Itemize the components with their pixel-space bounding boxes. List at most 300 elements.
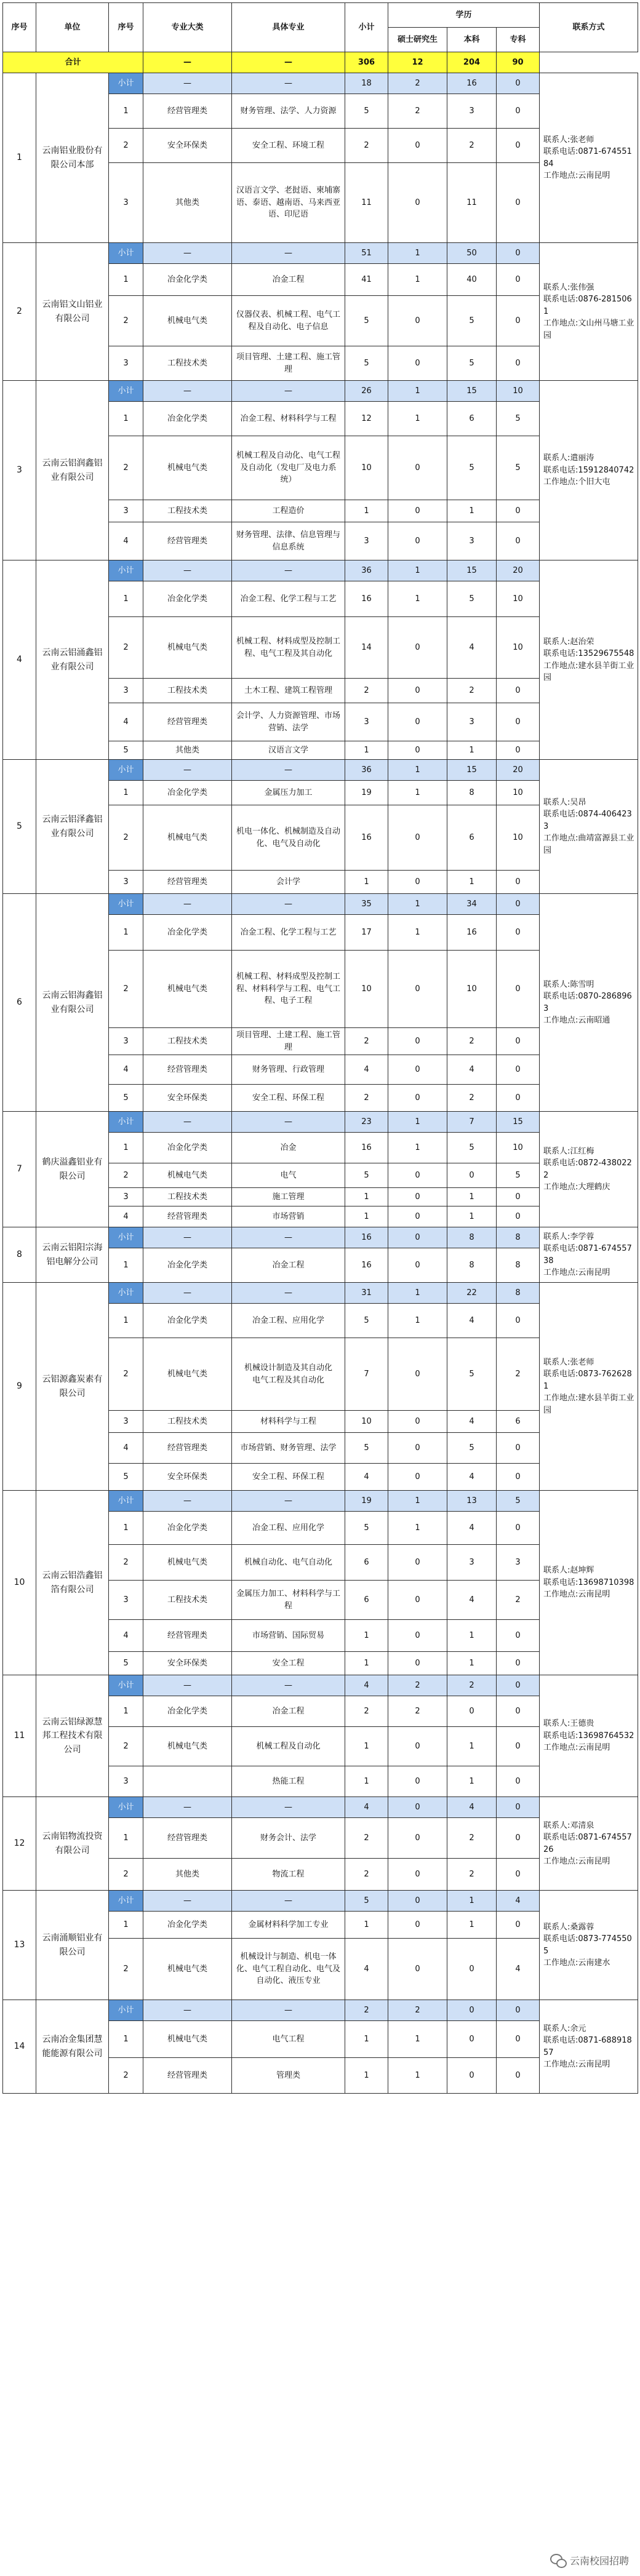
row-subtotal: 16 [345,1133,388,1163]
row-idx: 5 [109,741,143,760]
row-specialty: 冶金 [232,1133,345,1163]
row-bachelor: 1 [447,1652,497,1675]
subtotal-college: 0 [497,894,540,915]
company-unit: 云南云铝涌鑫铝业有限公司 [36,560,109,760]
row-category: 冶金化学类 [143,1912,232,1939]
row-category: 安全环保类 [143,129,232,163]
row-college: 0 [497,296,540,346]
row-subtotal: 10 [345,951,388,1028]
subtotal-category: — [143,73,232,94]
row-subtotal: 5 [345,346,388,381]
subtotal-label: 小计 [109,2000,143,2021]
subtotal-row [3,381,638,402]
header-unit: 单位 [36,3,109,52]
subtotal-master-phd: 1 [388,560,447,581]
row-bachelor: 11 [447,163,497,243]
row-master-phd: 0 [388,1055,447,1085]
row-subtotal: 16 [345,1248,388,1283]
row-category: 工程技术类 [143,679,232,703]
row-bachelor: 16 [447,915,497,951]
row-specialty: 电气工程 [232,2021,345,2058]
row-subtotal: 1 [345,1620,388,1652]
row-category: 安全环保类 [143,1085,232,1112]
row-subtotal: 14 [345,617,388,679]
company-unit: 鹤庆溢鑫铝业有限公司 [36,1112,109,1227]
subtotal-row [3,1112,638,1133]
subtotal-specialty: — [232,894,345,915]
row-idx: 4 [109,703,143,741]
subtotal-master-phd: 2 [388,2000,447,2021]
subtotal-row [3,1891,638,1912]
row-bachelor: 0 [447,1696,497,1727]
row-bachelor: 2 [447,679,497,703]
subtotal-count: 36 [345,760,388,781]
subtotal-college: 0 [497,2000,540,2021]
subtotal-bachelor: 15 [447,381,497,402]
row-master-phd: 0 [388,805,447,871]
subtotal-master-phd: 2 [388,73,447,94]
subtotal-specialty: — [232,1491,345,1512]
subtotal-specialty: — [232,760,345,781]
row-bachelor: 3 [447,522,497,560]
row-idx: 4 [109,1620,143,1652]
row-category: 冶金化学类 [143,1304,232,1338]
row-idx: 1 [109,1912,143,1939]
row-master-phd: 0 [388,500,447,522]
subtotal-specialty: — [232,560,345,581]
row-college: 0 [497,1859,540,1891]
row-master-phd: 0 [388,1248,447,1283]
header-idx: 序号 [109,3,143,52]
row-specialty: 机电一体化、机械制造及自动化、电气及自动化 [232,805,345,871]
subtotal-row [3,73,638,94]
company-seq: 3 [3,381,36,560]
row-idx: 2 [109,296,143,346]
company-seq: 12 [3,1797,36,1891]
row-category: 机械电气类 [143,951,232,1028]
row-college: 5 [497,436,540,500]
total-specialty: — [232,52,345,73]
row-category: 机械电气类 [143,1545,232,1581]
row-master-phd: 0 [388,1545,447,1581]
row-master-phd: 0 [388,129,447,163]
row-master-phd: 0 [388,1766,447,1797]
row-specialty: 热能工程 [232,1766,345,1797]
subtotal-college: 20 [497,760,540,781]
row-specialty: 工程造价 [232,500,345,522]
row-category: 其他类 [143,741,232,760]
row-college: 0 [497,1433,540,1464]
row-college: 0 [497,1304,540,1338]
row-subtotal: 1 [345,1912,388,1939]
subtotal-college: 8 [497,1283,540,1304]
row-master-phd: 0 [388,741,447,760]
subtotal-category: — [143,243,232,264]
row-specialty: 会计学 [232,871,345,894]
row-idx: 2 [109,1859,143,1891]
subtotal-master-phd: 1 [388,1112,447,1133]
company-contact: 联系人:邓清泉 联系电话:0871-67455726 工作地点:云南昆明 [540,1797,638,1891]
row-category: 工程技术类 [143,346,232,381]
total-bachelor: 204 [447,52,497,73]
total-master-phd: 12 [388,52,447,73]
subtotal-count: 4 [345,1675,388,1696]
row-master-phd: 0 [388,1652,447,1675]
row-bachelor: 2 [447,1818,497,1859]
row-subtotal: 5 [345,1304,388,1338]
row-college: 10 [497,781,540,805]
row-specialty: 电气 [232,1163,345,1188]
company-contact: 联系人:吴昂 联系电话:0874-4064233 工作地点:曲靖富源县工业园 [540,760,638,894]
company-unit: 云南冶金集团慧能能源有限公司 [36,2000,109,2094]
row-master-phd: 0 [388,1188,447,1206]
row-category: 冶金化学类 [143,1133,232,1163]
row-subtotal: 1 [345,1206,388,1227]
subtotal-label: 小计 [109,1797,143,1818]
company-contact: 联系人:余元 联系电话:0871-68891857 工作地点:云南昆明 [540,2000,638,2094]
row-master-phd: 0 [388,617,447,679]
subtotal-master-phd: 1 [388,381,447,402]
row-master-phd: 0 [388,1727,447,1766]
row-idx: 2 [109,617,143,679]
company-contact: 联系人:李学蓉 联系电话:0871-67455738 工作地点:云南昆明 [540,1227,638,1283]
row-idx: 5 [109,1652,143,1675]
row-category: 工程技术类 [143,1188,232,1206]
subtotal-count: 19 [345,1491,388,1512]
row-category: 冶金化学类 [143,264,232,296]
subtotal-category: — [143,1891,232,1912]
company-seq: 4 [3,560,36,760]
row-idx: 1 [109,1133,143,1163]
row-college: 10 [497,581,540,617]
row-idx: 2 [109,1545,143,1581]
row-category: 冶金化学类 [143,915,232,951]
subtotal-specialty: — [232,381,345,402]
company-contact: 联系人:陈雪明 联系电话:0870-2868963 工作地点:云南昭通 [540,894,638,1112]
subtotal-bachelor: 15 [447,760,497,781]
subtotal-college: 0 [497,243,540,264]
row-subtotal: 1 [345,741,388,760]
subtotal-specialty: — [232,1227,345,1248]
row-subtotal: 1 [345,871,388,894]
row-idx: 1 [109,915,143,951]
subtotal-row [3,560,638,581]
row-master-phd: 0 [388,1939,447,2000]
row-college: 10 [497,1133,540,1163]
total-row [3,52,638,73]
subtotal-master-phd: 1 [388,760,447,781]
header-degree: 学历 [388,3,540,28]
row-specialty: 项目管理、土建工程、施工管理 [232,1028,345,1055]
row-college: 2 [497,1581,540,1620]
row-college: 0 [497,2021,540,2058]
table-header [3,3,638,52]
subtotal-college: 0 [497,1797,540,1818]
subtotal-college: 0 [497,1675,540,1696]
subtotal-bachelor: 0 [447,2000,497,2021]
row-category: 工程技术类 [143,1411,232,1433]
row-bachelor: 5 [447,1338,497,1411]
row-idx: 3 [109,1766,143,1797]
company-unit: 云南云铝泽鑫铝业有限公司 [36,760,109,894]
company-unit: 云南云铝海鑫铝业有限公司 [36,894,109,1112]
subtotal-college: 15 [497,1112,540,1133]
subtotal-count: 16 [345,1227,388,1248]
row-specialty: 冶金工程、化学工程与工艺 [232,915,345,951]
subtotal-specialty: — [232,1891,345,1912]
row-specialty: 安全工程 [232,1652,345,1675]
row-idx: 3 [109,1581,143,1620]
company-seq: 8 [3,1227,36,1283]
row-specialty: 冶金工程 [232,264,345,296]
row-master-phd: 1 [388,2021,447,2058]
total-subtotal: 306 [345,52,388,73]
row-subtotal: 2 [345,1696,388,1727]
row-category: 机械电气类 [143,1338,232,1411]
row-bachelor: 2 [447,129,497,163]
company-unit: 云南铝业股份有限公司本部 [36,73,109,243]
row-category: 经营管理类 [143,2058,232,2094]
row-category: 经营管理类 [143,1818,232,1859]
row-bachelor: 8 [447,1248,497,1283]
subtotal-master-phd: 1 [388,1491,447,1512]
row-college: 0 [497,679,540,703]
subtotal-count: 18 [345,73,388,94]
row-specialty: 冶金工程、应用化学 [232,1512,345,1545]
subtotal-count: 23 [345,1112,388,1133]
row-master-phd: 0 [388,1206,447,1227]
company-seq: 14 [3,2000,36,2094]
row-idx: 1 [109,781,143,805]
row-idx: 5 [109,1085,143,1112]
subtotal-bachelor: 22 [447,1283,497,1304]
row-category: 工程技术类 [143,500,232,522]
row-idx: 3 [109,1188,143,1206]
subtotal-label: 小计 [109,1491,143,1512]
row-specialty: 安全工程、环保工程 [232,1464,345,1491]
row-idx: 3 [109,1028,143,1055]
row-bachelor: 0 [447,2058,497,2094]
row-subtotal: 1 [345,1188,388,1206]
row-category: 机械电气类 [143,296,232,346]
row-college: 0 [497,1188,540,1206]
subtotal-count: 5 [345,1891,388,1912]
row-bachelor: 1 [447,1188,497,1206]
row-subtotal: 5 [345,1512,388,1545]
row-subtotal: 12 [345,402,388,436]
subtotal-bachelor: 7 [447,1112,497,1133]
row-idx: 3 [109,346,143,381]
subtotal-bachelor: 50 [447,243,497,264]
row-subtotal: 19 [345,781,388,805]
row-college: 0 [497,1055,540,1085]
row-subtotal: 2 [345,1859,388,1891]
row-master-phd: 0 [388,522,447,560]
header-subtotal: 小计 [345,3,388,52]
row-master-phd: 0 [388,1085,447,1112]
company-unit: 云南云铝阳宗海铝电解分公司 [36,1227,109,1283]
row-master-phd: 0 [388,951,447,1028]
row-subtotal: 2 [345,1818,388,1859]
row-specialty: 安全工程、环保工程 [232,1085,345,1112]
row-category: 冶金化学类 [143,581,232,617]
subtotal-category: — [143,2000,232,2021]
row-subtotal: 16 [345,581,388,617]
subtotal-category: — [143,894,232,915]
row-bachelor: 5 [447,581,497,617]
row-college: 0 [497,2058,540,2094]
row-college: 10 [497,805,540,871]
row-college: 5 [497,402,540,436]
total-category: — [143,52,232,73]
row-category: 经营管理类 [143,522,232,560]
row-bachelor: 1 [447,1620,497,1652]
row-subtotal: 10 [345,436,388,500]
row-bachelor: 4 [447,1304,497,1338]
header-contact: 联系方式 [540,3,638,52]
row-category: 冶金化学类 [143,1696,232,1727]
row-specialty: 机械自动化、电气自动化 [232,1545,345,1581]
row-category: 工程技术类 [143,1581,232,1620]
row-college: 0 [497,500,540,522]
row-subtotal: 5 [345,94,388,129]
row-specialty: 冶金工程、应用化学 [232,1304,345,1338]
row-bachelor: 1 [447,1912,497,1939]
row-bachelor: 5 [447,296,497,346]
row-college: 0 [497,94,540,129]
row-category: 冶金化学类 [143,402,232,436]
subtotal-label: 小计 [109,381,143,402]
row-idx: 1 [109,1818,143,1859]
row-master-phd: 2 [388,1696,447,1727]
company-seq: 11 [3,1675,36,1797]
table-body [3,52,638,2094]
subtotal-count: 35 [345,894,388,915]
row-specialty: 汉语言文学、老挝语、柬埔寨语、泰语、越南语、马来西亚语、印尼语 [232,163,345,243]
row-subtotal: 2 [345,1028,388,1055]
row-specialty: 仪器仪表、机械工程、电气工程及自动化、电子信息 [232,296,345,346]
subtotal-specialty: — [232,2000,345,2021]
subtotal-specialty: — [232,73,345,94]
row-college: 0 [497,1464,540,1491]
row-master-phd: 0 [388,871,447,894]
subtotal-row [3,1797,638,1818]
row-specialty: 财务管理、法学、人力资源 [232,94,345,129]
subtotal-label: 小计 [109,1891,143,1912]
subtotal-row [3,243,638,264]
row-idx: 5 [109,1464,143,1491]
row-college: 10 [497,617,540,679]
row-specialty: 冶金工程、材料科学与工程 [232,402,345,436]
subtotal-master-phd: 1 [388,1283,447,1304]
row-master-phd: 0 [388,346,447,381]
subtotal-category: — [143,1112,232,1133]
row-category: 经营管理类 [143,1433,232,1464]
company-contact: 联系人:桑露蓉 联系电话:0873-7745505 工作地点:云南建水 [540,1891,638,2000]
subtotal-college: 5 [497,1491,540,1512]
row-bachelor: 4 [447,1581,497,1620]
row-college: 0 [497,1727,540,1766]
row-idx: 1 [109,581,143,617]
company-seq: 1 [3,73,36,243]
row-college: 0 [497,1620,540,1652]
row-college: 2 [497,1338,540,1411]
header-specialty: 具体专业 [232,3,345,52]
subtotal-count: 31 [345,1283,388,1304]
company-contact: 联系人:赵坤辉 联系电话:13698710398 工作地点:云南昆明 [540,1491,638,1675]
subtotal-category: — [143,760,232,781]
row-master-phd: 0 [388,1338,447,1411]
subtotal-college: 8 [497,1227,540,1248]
subtotal-bachelor: 2 [447,1675,497,1696]
watermark-text: 云南校园招聘 [569,2555,629,2567]
row-category: 经营管理类 [143,703,232,741]
company-unit: 云南铝物流投资有限公司 [36,1797,109,1891]
row-subtotal: 2 [345,679,388,703]
recruitment-table [2,2,638,2094]
row-specialty: 管理类 [232,2058,345,2094]
subtotal-row [3,2000,638,2021]
subtotal-college: 20 [497,560,540,581]
subtotal-row [3,1675,638,1696]
row-college: 0 [497,1652,540,1675]
row-specialty: 冶金工程、化学工程与工艺 [232,581,345,617]
row-idx: 2 [109,436,143,500]
header-seq: 序号 [3,3,36,52]
row-category: 机械电气类 [143,2021,232,2058]
row-specialty: 机械工程、材料成型及控制工程、电气工程及其自动化 [232,617,345,679]
company-seq: 10 [3,1491,36,1675]
subtotal-specialty: — [232,1112,345,1133]
row-category: 经营管理类 [143,1620,232,1652]
row-idx: 2 [109,1163,143,1188]
row-bachelor: 1 [447,500,497,522]
row-idx: 1 [109,264,143,296]
subtotal-category: — [143,1797,232,1818]
row-subtotal: 1 [345,2021,388,2058]
row-college: 0 [497,1085,540,1112]
row-master-phd: 0 [388,163,447,243]
row-subtotal: 6 [345,1545,388,1581]
row-bachelor: 4 [447,617,497,679]
row-college: 0 [497,915,540,951]
row-subtotal: 1 [345,1727,388,1766]
row-master-phd: 0 [388,703,447,741]
row-bachelor: 6 [447,402,497,436]
row-category: 机械电气类 [143,1727,232,1766]
row-master-phd: 0 [388,1859,447,1891]
row-subtotal: 1 [345,2058,388,2094]
row-master-phd: 0 [388,1818,447,1859]
row-idx: 3 [109,500,143,522]
row-master-phd: 1 [388,1304,447,1338]
row-master-phd: 0 [388,679,447,703]
row-idx: 1 [109,2021,143,2058]
row-master-phd: 0 [388,1620,447,1652]
subtotal-label: 小计 [109,560,143,581]
subtotal-label: 小计 [109,1112,143,1133]
subtotal-label: 小计 [109,243,143,264]
row-category: 安全环保类 [143,1464,232,1491]
row-master-phd: 0 [388,1028,447,1055]
header-college: 专科 [497,28,540,52]
row-specialty: 冶金工程 [232,1248,345,1283]
row-idx: 2 [109,129,143,163]
row-idx: 4 [109,1433,143,1464]
row-category: 机械电气类 [143,617,232,679]
header-master-phd: 硕士研究生 [388,28,447,52]
row-subtotal: 1 [345,1652,388,1675]
